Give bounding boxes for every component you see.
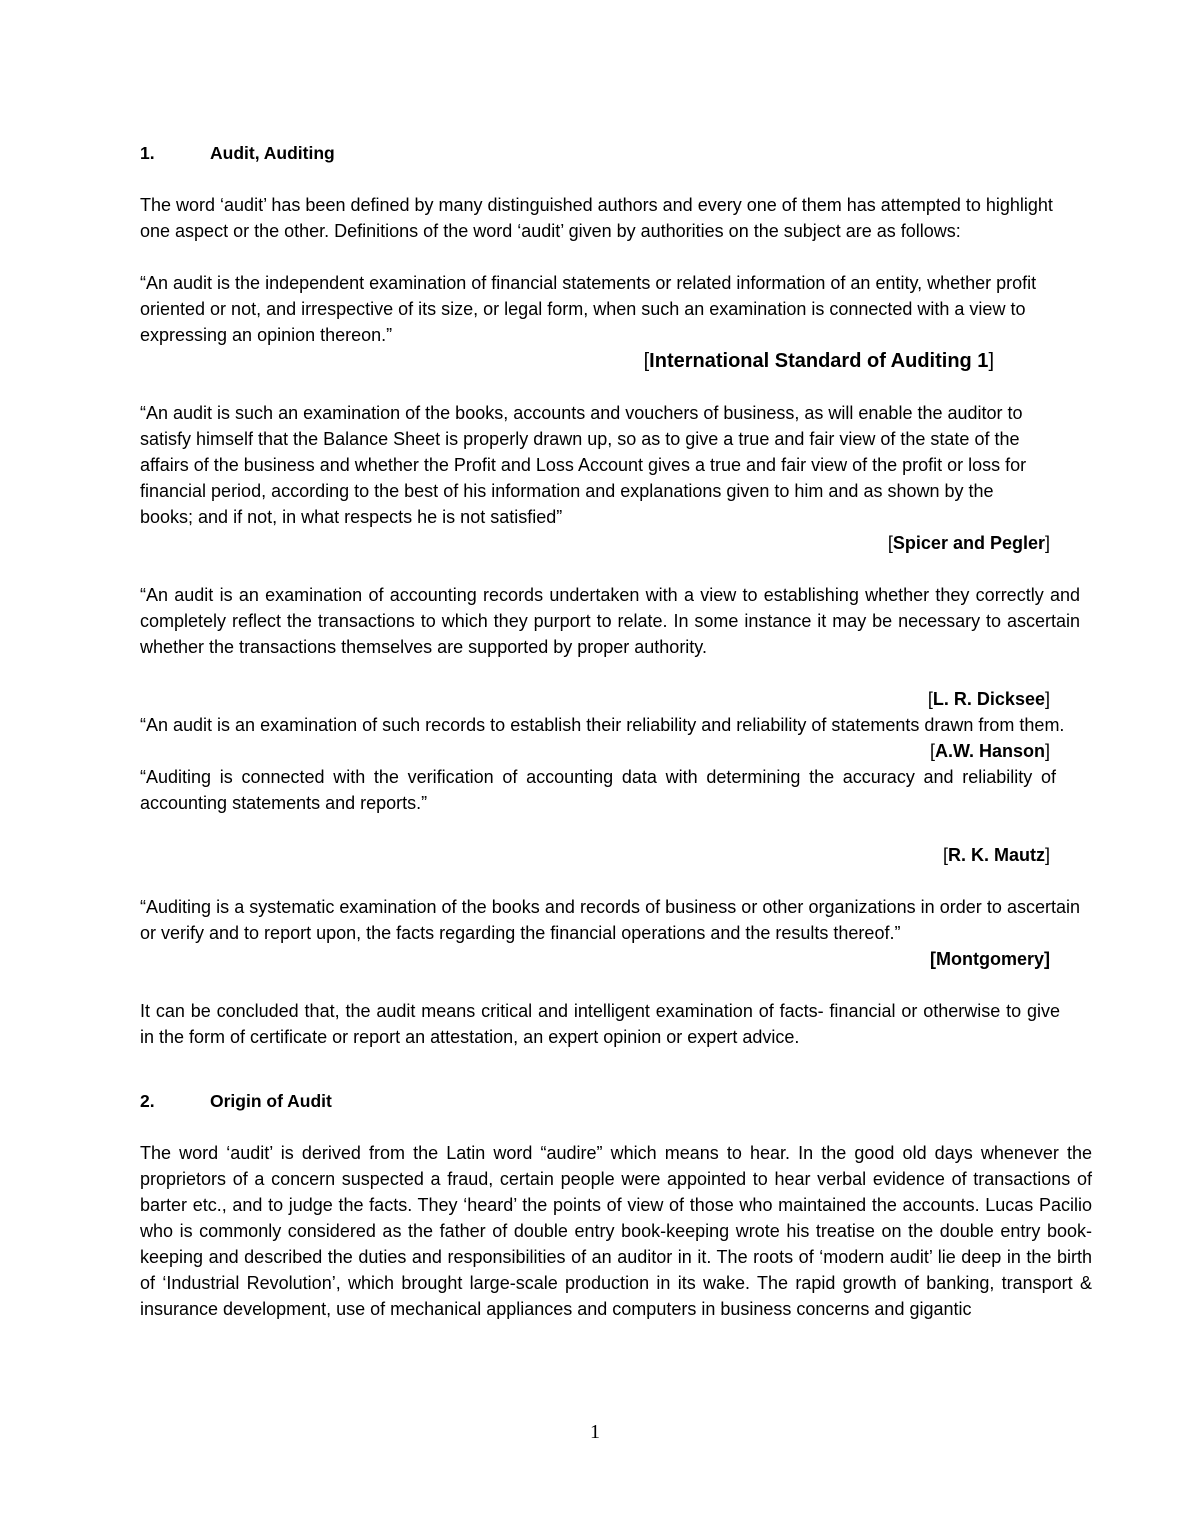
conclusion-paragraph: It can be concluded that, the audit means critical and intelligent examination of facts- financial or otherwise to give in the form of certificate or report an attestation, an expert opinion or expert advice. <box>140 1001 1060 1047</box>
definition-quote: “An audit is an examination of accounting records undertaken with a view to establishing whether they correctly and completely reflect the transactions to which they purport to relate. In some instance it may be necessary to ascertain whether the transactions themselves are supported by proper authority. <box>140 585 1080 657</box>
definition-quote: “Auditing is connected with the verification of accounting data with determining the accuracy and reliability of accounting statements and reports.” <box>140 767 1056 813</box>
citation-source: Spicer and Pegler <box>892 533 1045 553</box>
quote-citation <box>140 946 1080 972</box>
document-page <box>140 140 1092 1322</box>
definition-quote: “An audit is an examination of such records to establish their reliability and reliability of statements drawn from them. <box>140 715 1065 735</box>
citation-source: R. K. Mautz <box>947 845 1045 865</box>
section-title: Origin of Audit <box>210 1091 332 1111</box>
section-number: 2. <box>140 1091 155 1111</box>
quote-citation: [A.W. Hanson] <box>929 741 1050 761</box>
citation-source: A.W. Hanson <box>934 741 1045 761</box>
citation-source: [Montgomery] <box>930 949 1050 969</box>
definition-quote: “An audit is such an examination of the books, accounts and vouchers of business, as will enable the auditor to satisfy himself that the Balance Sheet is properly drawn up, so as to give a true and fair view of the state of the affairs of the business and whether the Profit and Loss Account gives a true and fair view of the profit or loss for financial period, according to the best of his information and explanations given to him and as shown by the books; and if not, in what respects he is not satisfied” <box>140 403 1027 527</box>
section-title: Audit, Auditing <box>210 143 335 163</box>
quote-citation: [Spicer and Pegler] <box>887 533 1050 553</box>
section-number: 1. <box>140 143 155 163</box>
section-heading <box>140 1088 1080 1114</box>
definition-quote: “An audit is the independent examination of financial statements or related information of an entity, whether profit oriented or not, and irrespective of its size, or legal form, when such an examination is connected with a view to expressing an opinion thereon.” <box>140 273 1037 345</box>
page-number: 1 <box>590 1421 600 1443</box>
section-heading <box>140 140 1080 166</box>
citation-source: International Standard of Auditing 1 <box>649 350 989 372</box>
definition-quote: “Auditing is a systematic examination of the books and records of business or other organizations in order to ascertain or verify and to report upon, the facts regarding the financial operations and the results thereof.” <box>140 897 1080 943</box>
quote-citation: [R. K. Mautz] <box>942 845 1050 865</box>
citation-source: L. R. Dicksee <box>932 689 1045 709</box>
quote-citation: [International Standard of Auditing 1] <box>643 350 994 372</box>
quote-citation: [L. R. Dicksee] <box>927 689 1050 709</box>
origin-paragraph: The word ‘audit’ is derived from the Latin word “audire” which means to hear. In the good old days whenever the proprietors of a concern suspected a fraud, certain people were appointed to hear verbal evidence of transactions of barter etc., and to judge the facts. They ‘heard’ the points of view of those who maintained the accounts. Lucas Pacilio who is commonly considered as the father of double entry book-keeping wrote his treatise on the double entry book-keeping and described the duties and responsibilities of an auditor in it. The roots of ‘modern audit’ lie deep in the birth of ‘Industrial Revolution’, which brought large-scale production in its wake. The rapid growth of banking, transport & insurance development, use of mechanical appliances and computers in business concerns and gigantic <box>140 1143 1092 1319</box>
intro-paragraph: The word ‘audit’ has been defined by many distinguished authors and every one of them has attempted to highlight one aspect or the other. Definitions of the word ‘audit’ given by authorities on the subject are as follows: <box>140 195 1053 241</box>
